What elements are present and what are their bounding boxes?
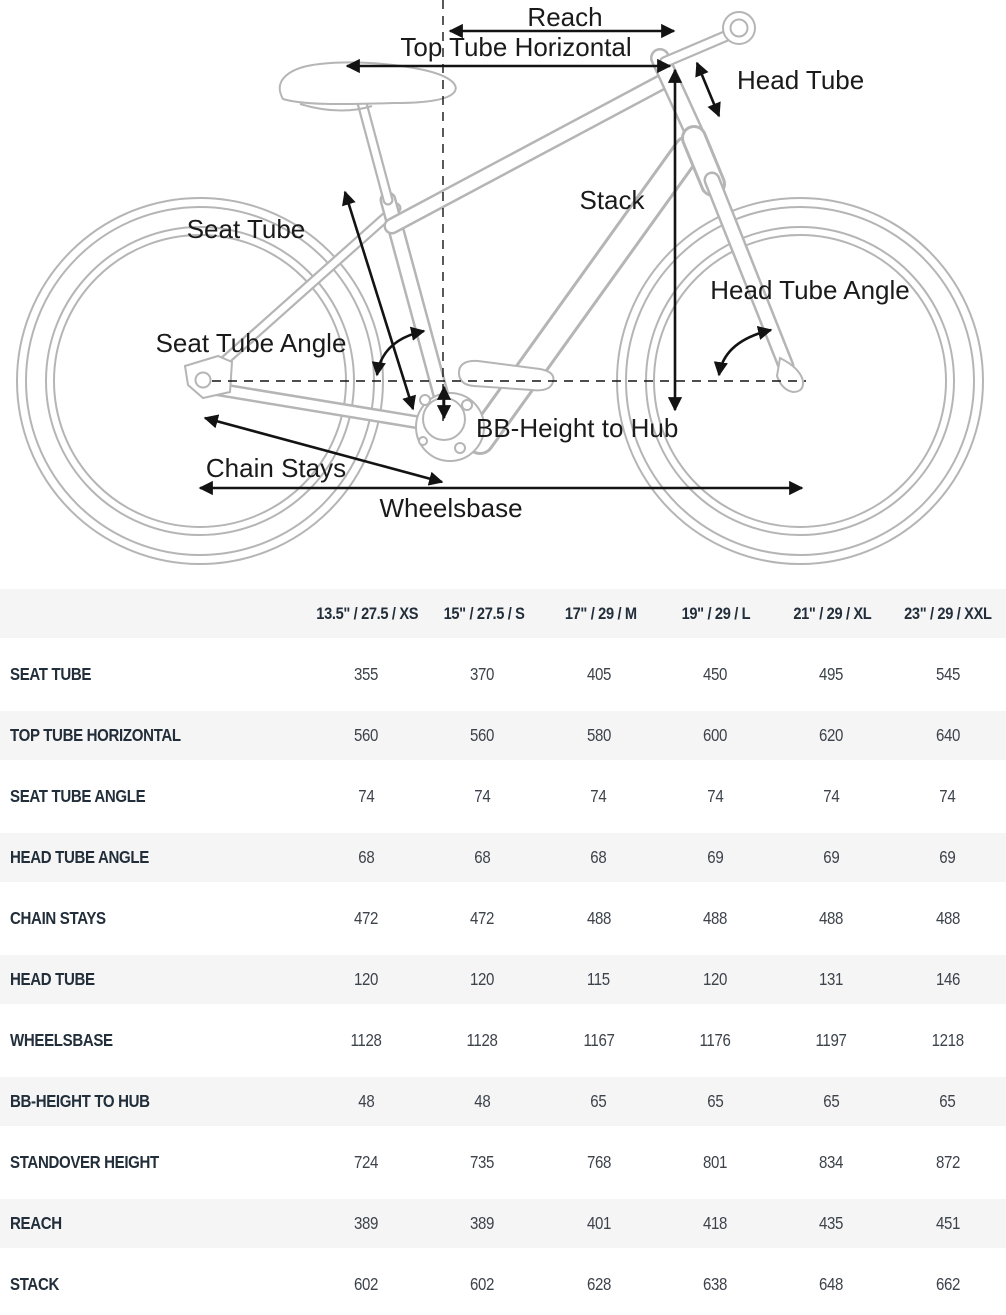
- geometry-value-cell: 602: [354, 1274, 379, 1294]
- geometry-value-cell: 488: [819, 908, 844, 928]
- geometry-value-cell: 580: [586, 725, 611, 745]
- geometry-value-cell: 146: [935, 969, 960, 989]
- geometry-value-cell: 602: [470, 1274, 495, 1294]
- seat-tube-angle-label: Seat Tube Angle: [155, 328, 347, 358]
- bb-height-to-hub-label: BB-Height to Hub: [476, 413, 679, 443]
- head-tube-angle-label: Head Tube Angle: [710, 275, 910, 305]
- geometry-value-cell: 834: [819, 1152, 844, 1172]
- geometry-value-cell: 1167: [583, 1030, 615, 1050]
- size-column-header: 23" / 29 / XXL: [904, 603, 992, 623]
- saddle: [280, 62, 456, 110]
- row-label: STACK: [10, 1274, 60, 1294]
- geometry-value-cell: 560: [470, 725, 495, 745]
- geometry-value-cell: 401: [586, 1213, 611, 1233]
- geometry-value-cell: 1197: [815, 1030, 847, 1050]
- geometry-value-cell: 370: [470, 664, 495, 684]
- geometry-value-cell: 451: [935, 1213, 960, 1233]
- geometry-value-cell: 872: [935, 1152, 960, 1172]
- geometry-row-stack: [0, 1260, 1006, 1309]
- geometry-row-head-tube-angle: [0, 833, 1006, 882]
- geometry-value-cell: 648: [819, 1274, 844, 1294]
- row-label: SEAT TUBE ANGLE: [10, 786, 146, 806]
- geometry-value-cell: 472: [470, 908, 495, 928]
- row-label: TOP TUBE HORIZONTAL: [10, 725, 181, 745]
- geometry-value-cell: 495: [819, 664, 844, 684]
- reach-label: Reach: [527, 2, 603, 32]
- geometry-value-cell: 640: [935, 725, 960, 745]
- head-tube-arrow: [697, 63, 719, 116]
- geometry-value-cell: 68: [358, 847, 375, 867]
- geometry-value-cell: 69: [939, 847, 956, 867]
- row-label: SEAT TUBE: [10, 664, 92, 684]
- geometry-value-cell: 68: [590, 847, 607, 867]
- geometry-row-reach: [0, 1199, 1006, 1248]
- geometry-value-cell: 735: [470, 1152, 495, 1172]
- row-label: CHAIN STAYS: [10, 908, 106, 928]
- chain-stays-label: Chain Stays: [205, 453, 347, 483]
- bike-geometry-diagram: [0, 0, 1006, 585]
- geometry-value-cell: 1128: [350, 1030, 382, 1050]
- geometry-value-cell: 1176: [699, 1030, 731, 1050]
- geometry-value-cell: 74: [823, 786, 840, 806]
- geometry-value-cell: 488: [935, 908, 960, 928]
- geometry-value-cell: 450: [703, 664, 728, 684]
- geometry-value-cell: 65: [939, 1091, 956, 1111]
- geometry-value-cell: 120: [703, 969, 728, 989]
- geometry-value-cell: 389: [470, 1213, 495, 1233]
- geometry-row-head-tube: [0, 955, 1006, 1004]
- geometry-value-cell: 560: [354, 725, 379, 745]
- geometry-value-cell: 48: [358, 1091, 375, 1111]
- geometry-value-cell: 801: [703, 1152, 728, 1172]
- size-column-header: 19" / 29 / L: [681, 603, 751, 623]
- motor-unit: [416, 393, 484, 461]
- geometry-value-cell: 620: [819, 725, 844, 745]
- row-label: BB-HEIGHT TO HUB: [10, 1091, 150, 1111]
- geometry-value-cell: 405: [586, 664, 611, 684]
- geometry-row-top-tube-horizontal: [0, 711, 1006, 760]
- rear-dropout: [185, 356, 232, 398]
- wheelsbase-label: Wheelsbase: [379, 493, 523, 523]
- stack-label: Stack: [579, 185, 645, 215]
- geometry-value-cell: 120: [354, 969, 379, 989]
- geometry-value-cell: 389: [354, 1213, 379, 1233]
- geometry-value-cell: 74: [474, 786, 491, 806]
- geometry-value-cell: 600: [703, 725, 728, 745]
- geometry-value-cell: 65: [590, 1091, 607, 1111]
- geometry-value-cell: 74: [707, 786, 724, 806]
- geometry-value-cell: 131: [819, 969, 844, 989]
- front-dropout: [777, 358, 803, 392]
- row-label: WHEELSBASE: [10, 1030, 113, 1050]
- geometry-value-cell: 68: [474, 847, 491, 867]
- geometry-value-cell: 724: [354, 1152, 379, 1172]
- top-tube-horizontal-label: Top Tube Horizontal: [400, 32, 632, 62]
- geometry-value-cell: 628: [586, 1274, 611, 1294]
- geometry-value-cell: 74: [358, 786, 375, 806]
- geometry-value-cell: 638: [703, 1274, 728, 1294]
- row-label: HEAD TUBE ANGLE: [10, 847, 149, 867]
- header-label-spacer: [0, 589, 308, 638]
- size-column-header: 21" / 29 / XL: [793, 603, 872, 623]
- geometry-table: [0, 589, 1006, 1315]
- geometry-value-cell: 662: [935, 1274, 960, 1294]
- size-column-header: 13.5" / 27.5 / XS: [316, 603, 419, 623]
- geometry-row-chain-stays: [0, 894, 1006, 943]
- geometry-value-cell: 488: [703, 908, 728, 928]
- geometry-value-cell: 48: [474, 1091, 491, 1111]
- geometry-value-cell: 74: [939, 786, 956, 806]
- geometry-value-cell: 418: [703, 1213, 728, 1233]
- head-tube-angle-arc: [719, 330, 771, 375]
- row-label: STANDOVER HEIGHT: [10, 1152, 159, 1172]
- row-label: HEAD TUBE: [10, 969, 95, 989]
- geometry-row-standover-height: [0, 1138, 1006, 1187]
- size-column-header: 15" / 27.5 / S: [443, 603, 525, 623]
- geometry-value-cell: 1128: [466, 1030, 498, 1050]
- geometry-row-wheelsbase: [0, 1016, 1006, 1065]
- geometry-value-cell: 1218: [931, 1030, 964, 1050]
- geometry-value-cell: 120: [470, 969, 495, 989]
- geometry-value-cell: 69: [823, 847, 840, 867]
- row-label: REACH: [10, 1213, 62, 1233]
- geometry-row-seat-tube-angle: [0, 772, 1006, 821]
- size-header-row: [0, 589, 1006, 638]
- geometry-value-cell: 65: [707, 1091, 724, 1111]
- geometry-value-cell: 115: [587, 969, 611, 989]
- geometry-row-bb-height-to-hub: [0, 1077, 1006, 1126]
- geometry-row-seat-tube: [0, 650, 1006, 699]
- geometry-value-cell: 74: [590, 786, 607, 806]
- handlebar-grip: [723, 12, 755, 44]
- head-tube-label: Head Tube: [737, 65, 865, 95]
- geometry-value-cell: 435: [819, 1213, 844, 1233]
- geometry-value-cell: 545: [935, 664, 960, 684]
- geometry-value-cell: 768: [586, 1152, 611, 1172]
- seat-tube-label: Seat Tube: [186, 214, 306, 244]
- size-column-header: 17" / 29 / M: [564, 603, 637, 623]
- geometry-value-cell: 472: [354, 908, 379, 928]
- geometry-value-cell: 69: [707, 847, 724, 867]
- geometry-value-cell: 355: [354, 664, 379, 684]
- geometry-value-cell: 488: [586, 908, 611, 928]
- geometry-value-cell: 65: [823, 1091, 840, 1111]
